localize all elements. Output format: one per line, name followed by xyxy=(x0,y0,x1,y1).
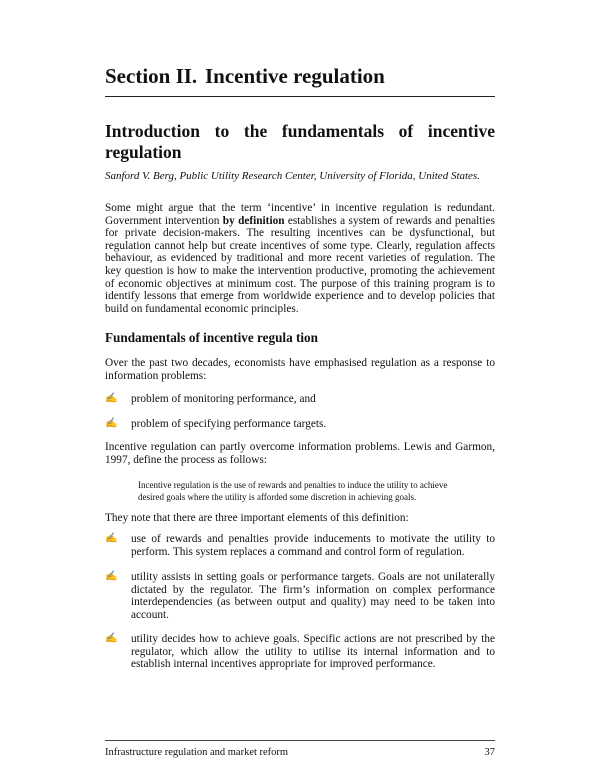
section-heading xyxy=(105,64,385,89)
elements-paragraph: They note that there are three important elements of this definition: xyxy=(105,512,409,524)
list-item xyxy=(105,393,495,406)
fundamentals-heading: Fundamentals of incentive regula tion xyxy=(105,330,318,345)
writing-hand-icon: ✍ xyxy=(105,571,118,582)
list-item-text: use of rewards and penalties provide inducements to motivate the utility to perform. This system replaces a command and control form of regulation. xyxy=(131,533,495,558)
block-quote xyxy=(138,479,468,503)
section-title: Incentive regulation xyxy=(205,64,385,88)
intro-emphasis: by definition xyxy=(222,214,285,227)
footer-rule xyxy=(105,740,495,741)
writing-hand-icon: ✍ xyxy=(105,418,118,429)
definition-paragraph: Incentive regulation can partly overcome information problems. Lewis and Garmon, 1997, define the process as follows: xyxy=(105,441,495,466)
intro-text-part1: Some might argue that the term ‘incentive’ in incentive regulation is redundant. Government intervention xyxy=(105,202,495,227)
quote-line: desired goals where the utility is afforded some discretion in achieving goals. xyxy=(138,492,417,502)
list-item-text: utility assists in setting goals or performance targets. Goals are not unilaterally dictated by the regulator. The firm’s information on complex performance interdependencies (as between output and quality) may need to be taken into account. xyxy=(131,571,495,621)
writing-hand-icon: ✍ xyxy=(105,393,118,404)
list-item xyxy=(105,633,495,671)
footer-title: Infrastructure regulation and market reform xyxy=(105,747,289,758)
list-item xyxy=(105,418,495,431)
list-item-text: problem of specifying performance targets. xyxy=(131,418,327,430)
section-number: Section II. xyxy=(105,64,198,88)
writing-hand-icon: ✍ xyxy=(105,533,118,544)
intro-text-part2: establishes a system of rewards and penalties for private decision-makers. The resulting incentives can be dysfunctional, but regulation cannot help but create incentives of some type. Clearly, regulation affects behaviour, as evidenced by traditional and more recent varieties of regulation. The key question is how to make the intervention productive, promoting the achievement of economic objectives at minimum cost. The purpose of this training program is to identify lessons that emerge from worldwide experience and to develop policies that build on fundamental economic principles. xyxy=(105,214,495,315)
article-title: Introduction to the fundamentals of incentive regulation xyxy=(105,121,495,162)
author-line: Sanford V. Berg, Public Utility Research Center, University of Florida, United States. xyxy=(105,170,480,182)
list-item xyxy=(105,571,495,621)
list-item xyxy=(105,533,495,558)
page-number: 37 xyxy=(484,747,495,758)
intro-paragraph xyxy=(105,202,495,315)
quote-line: Incentive regulation is the use of rewards and penalties to induce the utility to achieve xyxy=(138,480,448,490)
list-item-text: problem of monitoring performance, and xyxy=(131,393,316,405)
writing-hand-icon: ✍ xyxy=(105,633,118,644)
fundamentals-paragraph: Over the past two decades, economists have emphasised regulation as a response to information problems: xyxy=(105,357,495,382)
list-item-text: utility decides how to achieve goals. Specific actions are not prescribed by the regulator, which allow the utility to utilise its internal information and to establish internal incentives appropriate for improved performance. xyxy=(131,633,495,671)
heading-rule xyxy=(105,96,495,97)
